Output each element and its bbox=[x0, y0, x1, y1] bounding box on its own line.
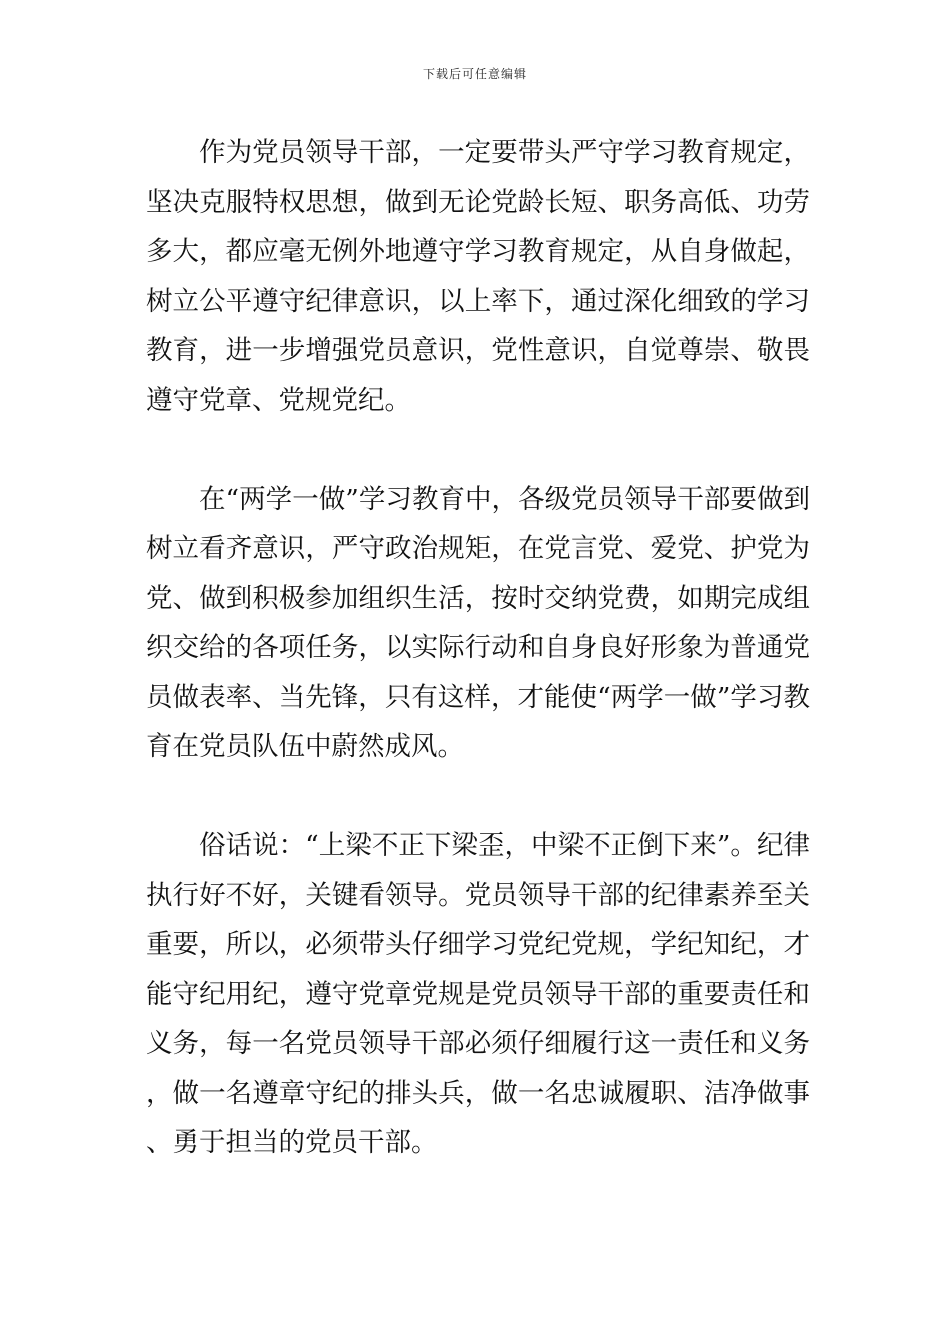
header-note: 下载后可任意编辑 bbox=[422, 67, 527, 81]
paragraph-2: 在“两学一做”学习教育中，各级党员领导干部要做到树立看齐意识，严守政治规矩，在党言党、爱党、护党为党、做到积极参加组织生活，按时交纳党费，如期完成组织交给的各项任务，以实际行动和自身良好形象为普通党员做表率、当先锋，只有这样，才能使“两学一做”学习教育在党员队伍中蔚然成风。 bbox=[146, 483, 810, 762]
paragraph-1: 作为党员领导干部，一定要带头严守学习教育规定，坚决克服特权思想，做到无论党龄长短、职务高低、功劳多大，都应毫无例外地遵守学习教育规定，从自身做起，树立公平遵守纪律意识，以上率下，通过深化细致的学习教育，进一步增强党员意识，党性意识，自觉尊崇、敬畏遵守党章、党规党纪。 bbox=[146, 137, 810, 416]
paragraph-3: 俗话说：“上梁不正下梁歪，中梁不正倒下来”。纪律执行好不好，关键看领导。党员领导干部的纪律素养至关重要，所以，必须带头仔细学习党纪党规，学纪知纪，才能守纪用纪，遵守党章党规是党员领导干部的重要责任和义务，每一名党员领导干部必须仔细履行这一责任和义务，做一名遵章守纪的排头兵，做一名忠诚履职、洁净做事、勇于担当的党员干部。 bbox=[146, 830, 810, 1158]
document-body bbox=[146, 128, 810, 1168]
